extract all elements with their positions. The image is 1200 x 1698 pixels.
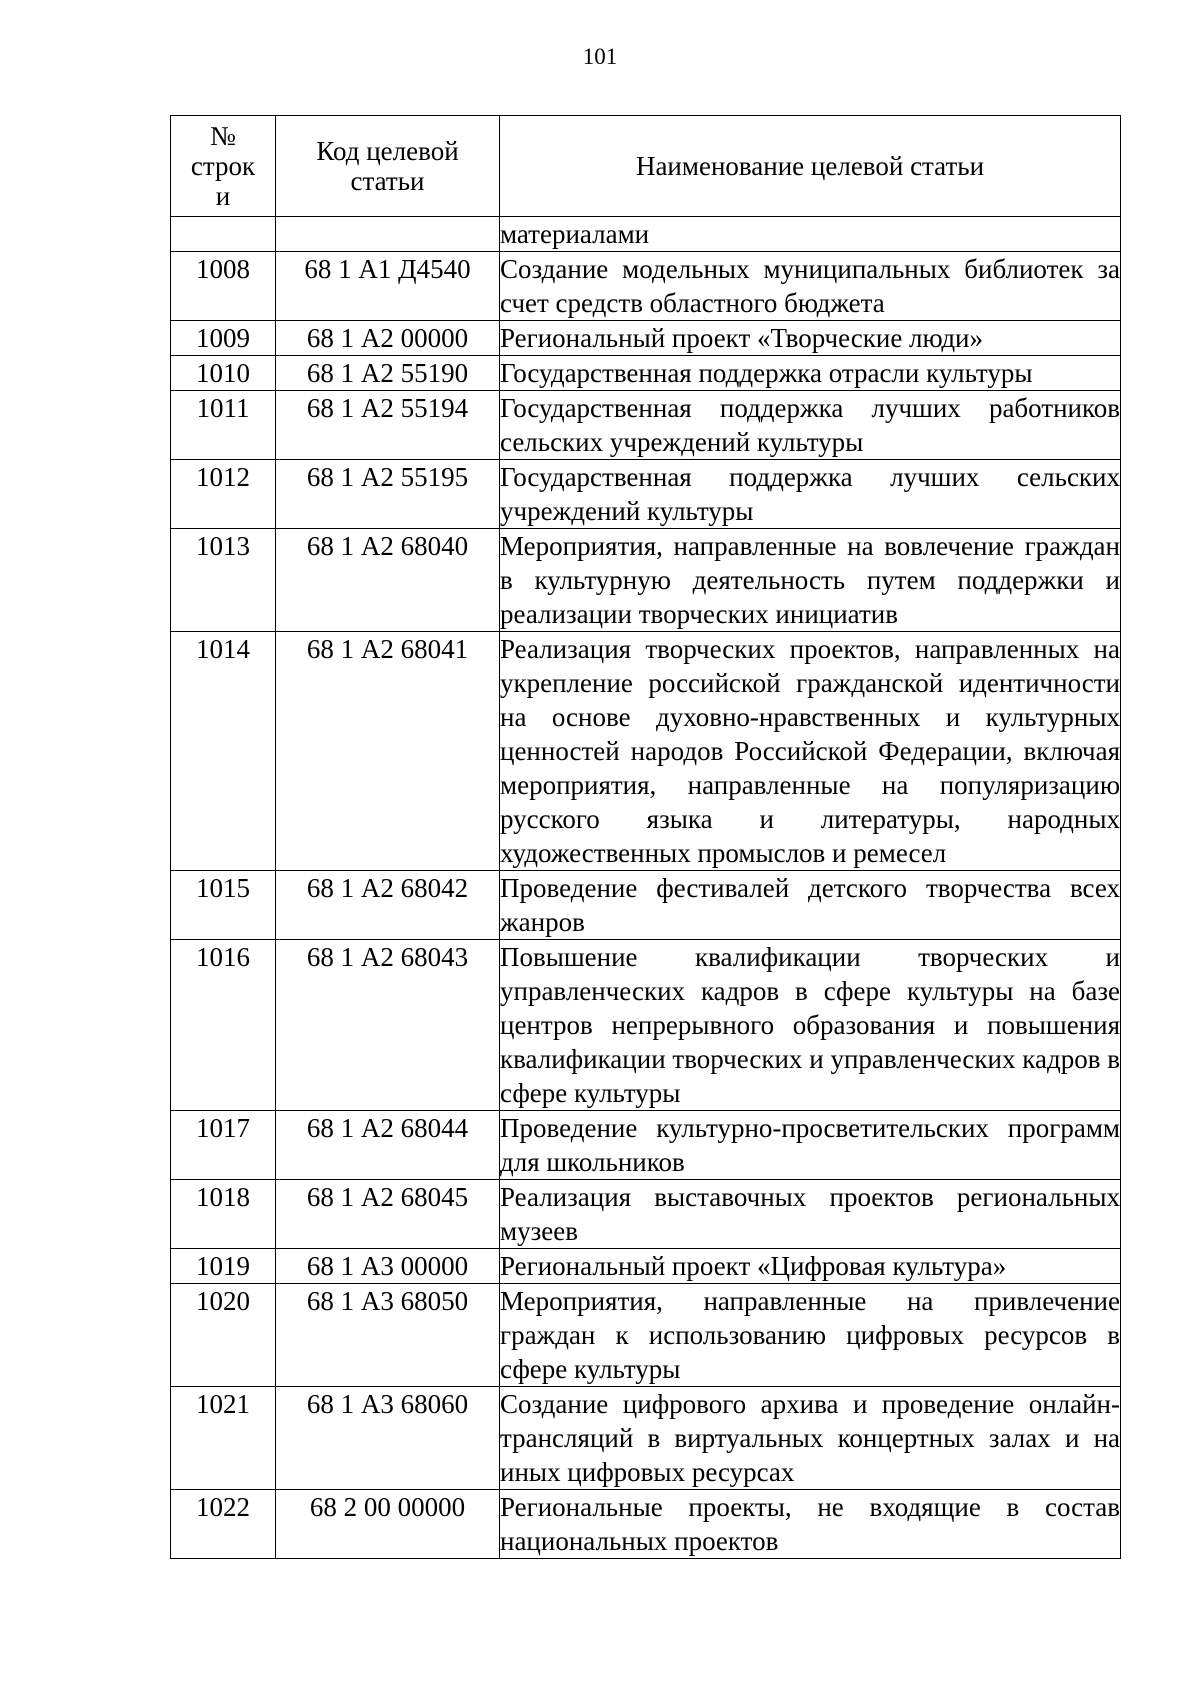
row-number: 1013 bbox=[171, 529, 276, 632]
header-article-name: Наименование целевой статьи bbox=[500, 116, 1121, 217]
table-row bbox=[171, 1249, 1121, 1284]
row-number: 1020 bbox=[171, 1284, 276, 1387]
table-row bbox=[171, 871, 1121, 940]
row-number: 1015 bbox=[171, 871, 276, 940]
article-code: 68 1 А2 68042 bbox=[276, 871, 500, 940]
header-article-code bbox=[276, 116, 500, 217]
article-name: Государственная поддержка лучших работников сельских учреждений культуры bbox=[500, 391, 1121, 460]
article-code: 68 1 А3 00000 bbox=[276, 1249, 500, 1284]
article-code: 68 1 А3 68050 bbox=[276, 1284, 500, 1387]
table-row bbox=[171, 940, 1121, 1111]
table-row bbox=[171, 1180, 1121, 1249]
table-row bbox=[171, 391, 1121, 460]
row-number: 1017 bbox=[171, 1111, 276, 1180]
article-code: 68 1 А2 68041 bbox=[276, 632, 500, 871]
header-article-code-line: статьи bbox=[350, 166, 425, 196]
article-name: Региональный проект «Цифровая культура» bbox=[500, 1249, 1121, 1284]
article-code: 68 2 00 00000 bbox=[276, 1490, 500, 1559]
article-name: Проведение фестивалей детского творчества всех жанров bbox=[500, 871, 1121, 940]
article-name: Проведение культурно-просветительских программ для школьников bbox=[500, 1111, 1121, 1180]
article-code: 68 1 А2 55195 bbox=[276, 460, 500, 529]
row-number: 1019 bbox=[171, 1249, 276, 1284]
table-row bbox=[171, 1111, 1121, 1180]
table-row bbox=[171, 1387, 1121, 1490]
article-name: Мероприятия, направленные на вовлечение граждан в культурную деятельность путем поддержки и реализации творческих инициатив bbox=[500, 529, 1121, 632]
table-row bbox=[171, 217, 1121, 252]
article-name: Создание цифрового архива и проведение онлайн-трансляций в виртуальных концертных залах и на иных цифровых ресурсах bbox=[500, 1387, 1121, 1490]
row-number: 1010 bbox=[171, 356, 276, 391]
row-number: 1018 bbox=[171, 1180, 276, 1249]
row-number: 1014 bbox=[171, 632, 276, 871]
article-name: материалами bbox=[500, 217, 1121, 252]
target-articles-table bbox=[170, 115, 1121, 1559]
table-row bbox=[171, 1490, 1121, 1559]
article-code: 68 1 А2 68040 bbox=[276, 529, 500, 632]
table-row bbox=[171, 460, 1121, 529]
table-row bbox=[171, 252, 1121, 321]
row-number: 1016 bbox=[171, 940, 276, 1111]
article-name: Региональный проект «Творческие люди» bbox=[500, 321, 1121, 356]
article-code: 68 1 А2 68044 bbox=[276, 1111, 500, 1180]
article-name: Мероприятия, направленные на привлечение граждан к использованию цифровых ресурсов в сфере культуры bbox=[500, 1284, 1121, 1387]
article-name: Повышение квалификации творческих и управленческих кадров в сфере культуры на базе центров непрерывного образования и повышения квалификации творческих и управленческих кадров в сфере культуры bbox=[500, 940, 1121, 1111]
article-name: Региональные проекты, не входящие в состав национальных проектов bbox=[500, 1490, 1121, 1559]
table-row bbox=[171, 321, 1121, 356]
header-row-number-line: и bbox=[215, 181, 231, 211]
row-number: 1011 bbox=[171, 391, 276, 460]
table-row bbox=[171, 632, 1121, 871]
header-row-number bbox=[171, 116, 276, 217]
article-code: 68 1 А3 68060 bbox=[276, 1387, 500, 1490]
article-name: Государственная поддержка лучших сельских учреждений культуры bbox=[500, 460, 1121, 529]
row-number: 1012 bbox=[171, 460, 276, 529]
table-header-row bbox=[171, 116, 1121, 217]
article-name: Создание модельных муниципальных библиотек за счет средств областного бюджета bbox=[500, 252, 1121, 321]
header-article-code-line: Код целевой bbox=[316, 136, 459, 166]
article-code: 68 1 А2 55194 bbox=[276, 391, 500, 460]
article-name: Реализация выставочных проектов региональных музеев bbox=[500, 1180, 1121, 1249]
article-code bbox=[276, 217, 500, 252]
table-row bbox=[171, 1284, 1121, 1387]
table-row bbox=[171, 529, 1121, 632]
row-number: 1008 bbox=[171, 252, 276, 321]
row-number: 1022 bbox=[171, 1490, 276, 1559]
page-number: 101 bbox=[582, 44, 618, 69]
article-code: 68 1 А2 68043 bbox=[276, 940, 500, 1111]
article-code: 68 1 А1 Д4540 bbox=[276, 252, 500, 321]
table-row bbox=[171, 356, 1121, 391]
article-code: 68 1 А2 55190 bbox=[276, 356, 500, 391]
article-name: Государственная поддержка отрасли культуры bbox=[500, 356, 1121, 391]
row-number: 1009 bbox=[171, 321, 276, 356]
article-name: Реализация творческих проектов, направленных на укрепление российской гражданской идентичности на основе духовно-нравственных и культурных ценностей народов Российской Федерации, включая мероприятия, направленные на популяризацию русского языка и литературы, народных художественных промыслов и ремесел bbox=[500, 632, 1121, 871]
row-number: 1021 bbox=[171, 1387, 276, 1490]
header-row-number-line: № bbox=[210, 121, 236, 151]
header-row-number-line: строк bbox=[190, 151, 256, 181]
article-code: 68 1 А2 00000 bbox=[276, 321, 500, 356]
row-number bbox=[171, 217, 276, 252]
article-code: 68 1 А2 68045 bbox=[276, 1180, 500, 1249]
